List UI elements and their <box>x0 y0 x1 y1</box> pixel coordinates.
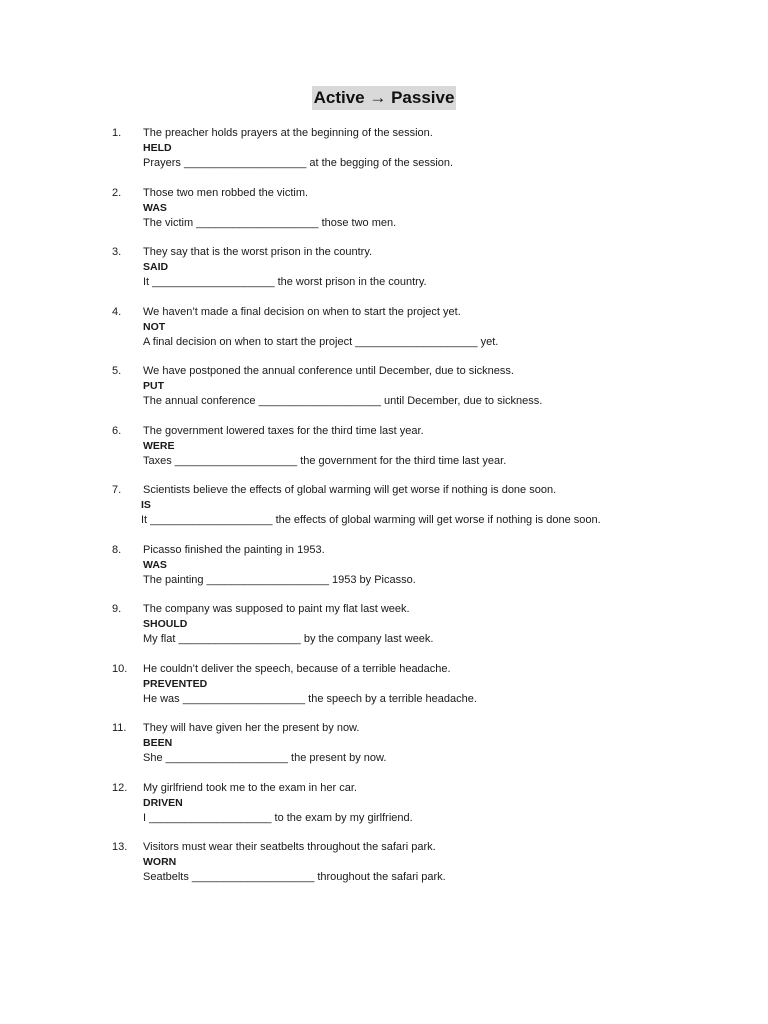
item-number: 1. <box>112 127 122 139</box>
active-sentence: Scientists believe the effects of global warming will get worse if nothing is done soon. <box>143 484 557 496</box>
keyword: PUT <box>143 380 164 392</box>
item-number: 13. <box>112 841 128 853</box>
active-sentence: They say that is the worst prison in the country. <box>143 246 373 258</box>
item-number: 10. <box>112 662 128 675</box>
keyword: DRIVEN <box>143 796 183 809</box>
exercise-item-13 <box>0 840 768 900</box>
exercise-item-10 <box>0 662 768 722</box>
keyword: BEEN <box>143 737 173 749</box>
passive-answer-line: It ____________________ the worst prison in the country. <box>143 276 427 288</box>
active-sentence: Picasso finished the painting in 1953. <box>143 543 325 556</box>
keyword: NOT <box>143 320 166 333</box>
passive-answer-line: The victim ____________________ those two men. <box>143 216 397 229</box>
active-sentence: He couldn’t deliver the speech, because of a terrible headache. <box>143 662 451 675</box>
keyword: IS <box>141 499 151 511</box>
keyword: SHOULD <box>143 618 188 630</box>
passive-answer-line: He was ____________________ the speech by a terrible headache. <box>143 692 477 705</box>
passive-answer-line: A final decision on when to start the project ____________________ yet. <box>143 335 499 348</box>
page-title: Active → Passive <box>312 86 457 110</box>
active-sentence: The preacher holds prayers at the beginning of the session. <box>143 127 433 139</box>
keyword: HELD <box>143 142 172 154</box>
exercise-item-4 <box>0 305 768 365</box>
keyword: SAID <box>143 261 169 273</box>
keyword: WAS <box>143 201 167 214</box>
title-container <box>0 86 768 110</box>
item-number: 8. <box>112 543 122 556</box>
item-number: 7. <box>112 484 122 496</box>
keyword: PREVENTED <box>143 677 208 690</box>
passive-answer-line: It ____________________ the effects of global warming will get worse if nothing is done soon. <box>141 514 601 526</box>
active-sentence: Visitors must wear their seatbelts throughout the safari park. <box>143 841 436 853</box>
exercise-item-11 <box>0 721 768 781</box>
exercise-item-12 <box>0 781 768 841</box>
exercise-item-5 <box>0 364 768 424</box>
active-sentence: We haven’t made a final decision on when to start the project yet. <box>143 305 461 318</box>
keyword: WORN <box>143 856 177 868</box>
item-number: 6. <box>112 424 122 437</box>
item-number: 12. <box>112 781 128 794</box>
passive-answer-line: The annual conference ____________________ until December, due to sickness. <box>143 395 543 407</box>
passive-answer-line: My flat ____________________ by the company last week. <box>143 633 434 645</box>
passive-answer-line: I ____________________ to the exam by my girlfriend. <box>143 811 413 824</box>
passive-answer-line: Prayers ____________________ at the begging of the session. <box>143 157 454 169</box>
keyword: WERE <box>143 439 175 452</box>
exercise-item-2 <box>0 186 768 246</box>
active-sentence: My girlfriend took me to the exam in her car. <box>143 781 357 794</box>
exercise-item-9 <box>0 602 768 662</box>
exercise-list <box>0 126 768 900</box>
item-number: 4. <box>112 305 122 318</box>
active-sentence: The company was supposed to paint my flat last week. <box>143 603 410 615</box>
keyword: WAS <box>143 558 167 571</box>
item-number: 5. <box>112 365 122 377</box>
exercise-item-8 <box>0 543 768 603</box>
exercise-item-6 <box>0 424 768 484</box>
item-number: 3. <box>112 246 122 258</box>
active-sentence: They will have given her the present by now. <box>143 722 360 734</box>
passive-answer-line: Taxes ____________________ the government for the third time last year. <box>143 454 507 467</box>
active-sentence: We have postponed the annual conference until December, due to sickness. <box>143 365 514 377</box>
item-number: 2. <box>112 186 122 199</box>
item-number: 9. <box>112 603 122 615</box>
passive-answer-line: She ____________________ the present by now. <box>143 752 387 764</box>
active-sentence: The government lowered taxes for the third time last year. <box>143 424 424 437</box>
exercise-item-1 <box>0 126 768 186</box>
exercise-item-7 <box>0 483 768 543</box>
item-number: 11. <box>112 722 127 734</box>
active-sentence: Those two men robbed the victim. <box>143 186 309 199</box>
passive-answer-line: Seatbelts ____________________ throughout the safari park. <box>143 871 446 883</box>
passive-answer-line: The painting ____________________ 1953 by Picasso. <box>143 573 416 586</box>
exercise-item-3 <box>0 245 768 305</box>
